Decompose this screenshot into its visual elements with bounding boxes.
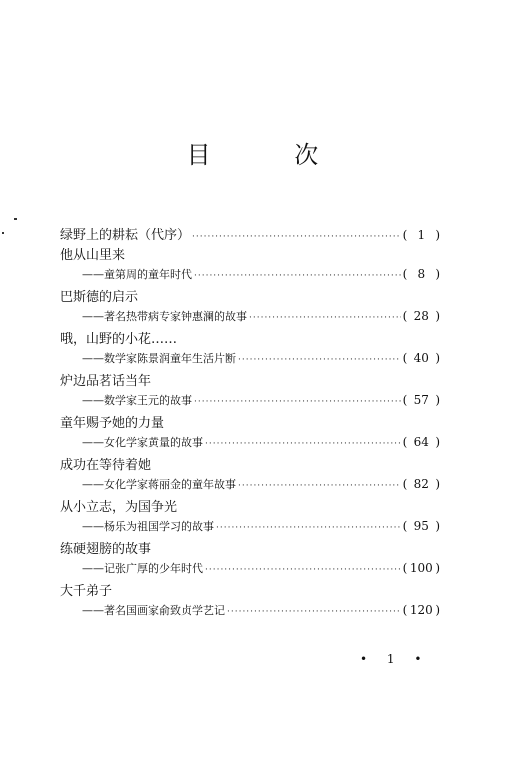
toc-entry: [60, 287, 440, 329]
table-of-contents: [60, 224, 440, 623]
page-number: ( 57 ): [402, 393, 440, 407]
leader-dots: [194, 397, 401, 407]
leader-dots: [216, 523, 401, 533]
toc-heading: 童年赐予她的力量: [60, 416, 165, 431]
toc-entry: [60, 329, 440, 371]
toc-subtitle: ——童第周的童年时代: [82, 268, 192, 281]
toc-entry: [60, 539, 440, 581]
toc-entry: [60, 224, 440, 245]
page-number: ( 1 ): [402, 228, 440, 242]
toc-entry: [60, 371, 440, 413]
toc-heading: 他从山里来: [60, 248, 126, 263]
toc-heading: 大千弟子: [60, 584, 113, 599]
toc-entry: [60, 455, 440, 497]
page-folio: • 1 •: [360, 652, 430, 666]
page-number: ( 28 ): [402, 309, 440, 323]
leader-dots: [192, 232, 401, 242]
toc-subtitle: ——著名热带病专家钟惠澜的故事: [82, 310, 247, 323]
page-number: ( 100 ): [402, 561, 440, 575]
leader-dots: [194, 271, 401, 281]
page-title: 目 次: [186, 141, 357, 169]
toc-subtitle: ——杨乐为祖国学习的故事: [82, 520, 214, 533]
toc-heading: 绿野上的耕耘（代序）: [60, 228, 191, 243]
page-number: ( 64 ): [402, 435, 440, 449]
leader-dots: [238, 481, 401, 491]
toc-heading: 练硬翅膀的故事: [60, 542, 152, 557]
toc-subtitle: ——数学家王元的故事: [82, 394, 192, 407]
toc-heading: 成功在等待着她: [60, 458, 152, 473]
toc-subtitle: ——女化学家蒋丽金的童年故事: [82, 478, 236, 491]
toc-heading: 哦，山野的小花……: [60, 332, 178, 347]
scan-speck: [14, 218, 17, 220]
page-number: ( 8 ): [402, 267, 440, 281]
toc-heading: 从小立志，为国争光: [60, 500, 178, 515]
leader-dots: [249, 313, 401, 323]
leader-dots: [238, 355, 401, 365]
toc-heading: 巴斯德的启示: [60, 290, 139, 305]
toc-subtitle: ——著名国画家俞致贞学艺记: [82, 604, 225, 617]
page-number: ( 82 ): [402, 477, 440, 491]
leader-dots: [205, 439, 401, 449]
toc-subtitle: ——女化学家黄量的故事: [82, 436, 203, 449]
toc-entry: [60, 581, 440, 623]
scan-speck: [2, 232, 4, 234]
page-number: ( 120 ): [402, 603, 440, 617]
toc-entry: [60, 413, 440, 455]
leader-dots: [227, 607, 401, 617]
toc-subtitle: ——数学家陈景润童年生活片断: [82, 352, 236, 365]
toc-entry: [60, 245, 440, 287]
leader-dots: [205, 565, 401, 575]
page-number: ( 95 ): [402, 519, 440, 533]
toc-subtitle: ——记张广厚的少年时代: [82, 562, 203, 575]
toc-heading: 炉边品茗话当年: [60, 374, 152, 389]
toc-entry: [60, 497, 440, 539]
page-number: ( 40 ): [402, 351, 440, 365]
